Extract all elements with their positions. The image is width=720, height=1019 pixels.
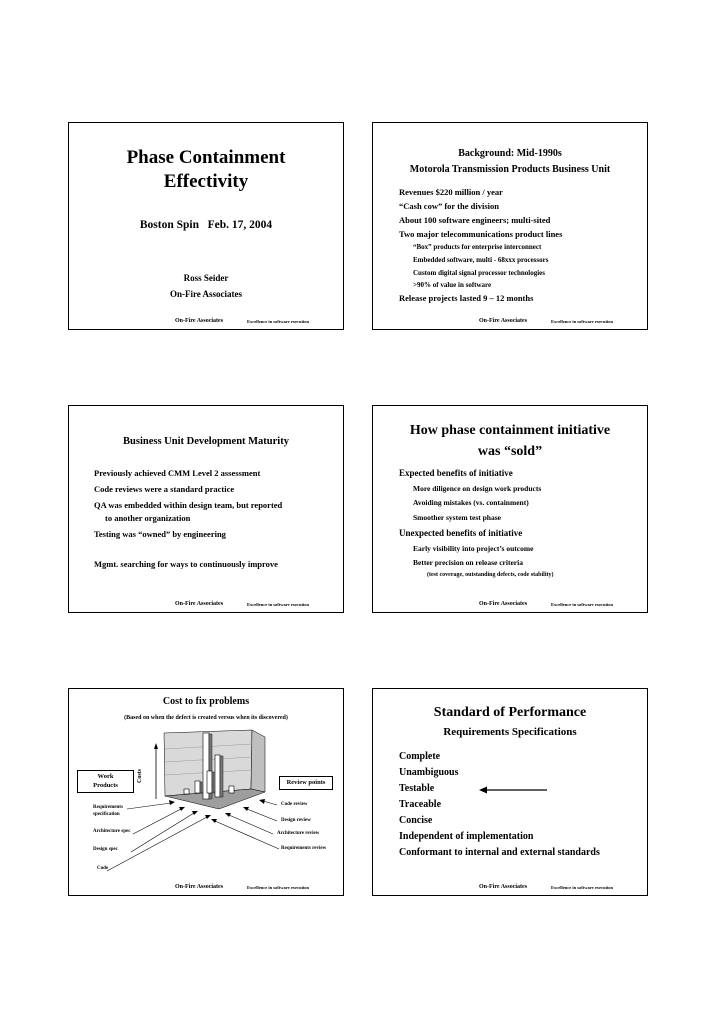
work-products-line1: Work	[97, 773, 114, 780]
slide3-line: to another organization	[105, 513, 191, 523]
slide-maturity	[68, 405, 344, 613]
slide-background	[372, 122, 648, 330]
right-label: Design review	[281, 818, 311, 823]
slide6-item: Independent of implementation	[399, 831, 534, 842]
slide-initiative	[372, 405, 648, 613]
slide2-bullet: Two major telecommunications product lines	[399, 229, 563, 239]
slide4-heading: Unexpected benefits of initiative	[399, 528, 523, 538]
slide4-expected-item: More diligence on design work products	[413, 484, 542, 493]
slide3-title: Business Unit Development Maturity	[123, 436, 289, 447]
work-products-line2: Products	[93, 782, 118, 789]
slide4-expected-item: Avoiding mistakes (vs. containment)	[413, 498, 529, 507]
slide1-title-line1: Phase Containment	[126, 147, 286, 168]
slide6-item: Concise	[399, 815, 433, 826]
review-points-label: Review points	[286, 779, 326, 786]
slide2-sub-bullet: Custom digital signal processor technologies	[413, 269, 545, 277]
slide6-item: Traceable	[399, 799, 442, 810]
footer-org: On-Fire Associates	[175, 601, 224, 607]
slide4-unexpected-item: Better precision on release criteria	[413, 558, 523, 567]
slide3-line: Mgmt. searching for ways to continuously improve	[94, 559, 278, 569]
footer-tagline: Excellence in software execution	[551, 319, 614, 324]
left-label: Design spec	[93, 847, 118, 852]
slide6-item: Complete	[399, 751, 441, 762]
slide-cost-to-fix	[68, 688, 344, 896]
slide6-item: Testable	[399, 783, 435, 794]
right-label: Requirements review	[281, 846, 327, 851]
slide-title	[68, 122, 344, 330]
right-label: Architecture review	[277, 831, 320, 836]
left-label: Architecture spec	[93, 829, 131, 834]
footer-org: On-Fire Associates	[479, 884, 528, 890]
slide4-heading: Expected benefits of initiative	[399, 468, 513, 478]
left-label: specification	[93, 812, 120, 817]
left-label: Requirements	[93, 805, 123, 810]
slide4-unexpected-item: Early visibility into project’s outcome	[413, 544, 534, 553]
slide6-subtitle: Requirements Specifications	[443, 726, 577, 738]
footer-tagline: Excellence in software execution	[247, 885, 310, 890]
slide4-expected-item: Smoother system test phase	[413, 513, 501, 522]
slide2-bullet: “Cash cow” for the division	[399, 201, 499, 211]
slide6-item: Unambiguous	[399, 767, 459, 778]
slide2-bullet: About 100 software engineers; multi-sited	[399, 215, 551, 225]
cost-chart-graphic	[69, 689, 345, 897]
footer-tagline: Excellence in software execution	[551, 885, 614, 890]
slide1-event: Boston Spin Feb. 17, 2004	[139, 219, 273, 231]
slide4-title-line2: was “sold”	[477, 444, 543, 459]
slide2-sub-bullet: “Box” products for enterprise interconnect	[413, 243, 542, 251]
slide4-note: (test coverage, outstanding defects, code stability)	[427, 572, 554, 578]
slide-standard-of-performance	[372, 688, 648, 896]
footer-tagline: Excellence in software execution	[551, 602, 614, 607]
footer-org: On-Fire Associates	[479, 601, 528, 607]
footer-org: On-Fire Associates	[175, 318, 224, 324]
slide2-title-line1: Background: Mid-1990s	[458, 148, 562, 159]
slide2-title-line2: Motorola Transmission Products Business Unit	[409, 164, 611, 175]
slide5-title: Cost to fix problems	[162, 696, 250, 707]
slide6-title: Standard of Performance	[433, 705, 587, 720]
slide6-item: Conformant to internal and external standards	[399, 847, 600, 858]
work-products-box	[77, 770, 134, 793]
slide2-sub-bullet: >90% of value in software	[413, 281, 492, 289]
slide1-author: Ross Seider	[183, 273, 229, 283]
slide1-company: On-Fire Associates	[169, 289, 243, 299]
slide3-line: Code reviews were a standard practice	[94, 484, 235, 494]
slide2-sub-bullet: Embedded software, multi - 68xxx processors	[413, 256, 549, 264]
left-label: Code	[97, 866, 109, 871]
slide2-bullet: Revenues $220 million / year	[399, 187, 503, 197]
slide3-line: Previously achieved CMM Level 2 assessment	[94, 468, 261, 478]
slide4-title-line1: How phase containment initiative	[409, 423, 611, 438]
review-points-box	[279, 776, 333, 790]
slide3-line: QA was embedded within design team, but reported	[94, 500, 283, 510]
slide2-bullet: Release projects lasted 9 – 12 months	[399, 293, 534, 303]
costs-axis-label: Costs	[137, 768, 143, 783]
slide5-subtitle: (Based on when the defect is created versus when its discovered)	[124, 715, 288, 721]
slide3-line: Testing was “owned” by engineering	[94, 529, 226, 539]
footer-org: On-Fire Associates	[175, 884, 224, 890]
footer-tagline: Excellence in software execution	[247, 602, 310, 607]
slide1-title-line2: Effectivity	[163, 171, 249, 192]
right-label: Code review	[281, 802, 308, 807]
footer-org: On-Fire Associates	[479, 318, 528, 324]
testable-arrow	[479, 785, 559, 795]
footer-tagline: Excellence in software execution	[247, 319, 310, 324]
